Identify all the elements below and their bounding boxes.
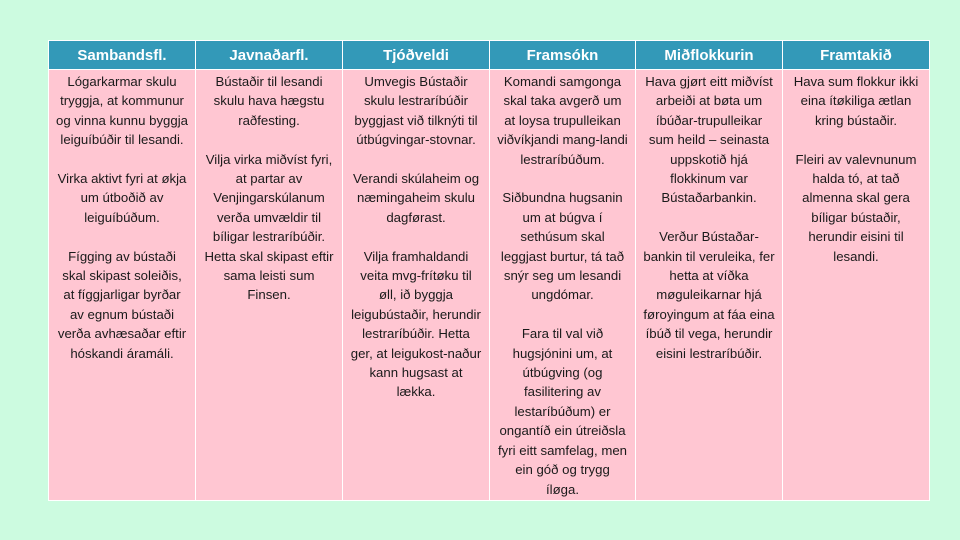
- header-row: [49, 41, 930, 70]
- paragraph: Komandi samgonga skal taka avgerð um at loysa trupulleikan viðvíkjandi mang-landi lestraríbúðum.: [497, 74, 628, 167]
- paragraph: Vilja virka miðvíst fyri, at partar av Venjingarskúlanum verða umvældir til bíligar lestraríbúðir. Hetta skal skipast eftir sama leisti sum Finsen.: [204, 151, 334, 303]
- cell-tjodveldi: [343, 70, 490, 501]
- header-tjodveldi: Tjóðveldi: [343, 41, 490, 70]
- header-sambandsfl: Sambandsfl.: [49, 41, 196, 70]
- cell-sambandsfl: [49, 70, 196, 501]
- paragraph: Hava sum flokkur ikki eina ítøkiliga ætlan kring bústaðir.: [793, 74, 919, 128]
- paragraph: Umvegis Bústaðir skulu lestraríbúðir byggjast við tilknýti til útbúgvingar-stovnar.: [354, 74, 478, 148]
- cell-midflokkurin: [636, 70, 783, 501]
- paragraph: Fígging av bústaði skal skipast soleiðis, at fíggjarligar byrðar av egnum bústaði verða avhæsaðar eftir hóskandi áramáli.: [57, 248, 187, 361]
- header-framsokn: Framsókn: [490, 41, 636, 70]
- paragraph: Fleiri av valevnunum halda tó, at tað almenna skal gera bíligar bústaðir, herundir eisini til lesandi.: [795, 151, 917, 264]
- paragraph: Verandi skúlaheim og næmingaheim skulu dagførast.: [352, 171, 480, 225]
- cell-framtakid: [783, 70, 930, 501]
- header-midflokkurin: Miðflokkurin: [636, 41, 783, 70]
- paragraph: Hava gjørt eitt miðvíst arbeiði at bøta um íbúðar-trupulleikar sum heild – seinasta uppskotið hjá flokkinum var Bústaðarbankin.: [645, 74, 773, 206]
- paragraph: Lógarkarmar skulu tryggja, at kommunur og vinna kunnu byggja leiguíbúðir til lesandi.: [56, 74, 188, 148]
- content-row: [49, 70, 930, 501]
- paragraph: Verður Bústaðar-bankin til veruleika, fer hetta at víðka møguleikarnar hjá føroyingum at fáa eina íbúð til vega, herundir eisini lestraríbúðir.: [643, 229, 775, 361]
- paragraph: Vilja framhaldandi veita mvg-frítøku til øll, ið byggja leigubústaðir, herundir lestraríbúðir. Hetta ger, at leigukost-naður kann hugsast at lækka.: [350, 248, 482, 400]
- cell-framsokn: [490, 70, 636, 501]
- paragraph: Virka aktivt fyri at økja um útboðið av leiguíbúðum.: [57, 171, 187, 225]
- paragraph: Bústaðir til lesandi skulu hava hægstu raðfesting.: [213, 74, 325, 128]
- paragraph: Siðbundna hugsanin um at búgva í sethúsum skal leggjast burtur, tá tað snýr seg um lesandi ungdómar.: [500, 190, 625, 303]
- header-javnadarfl: Javnaðarfl.: [196, 41, 343, 70]
- cell-javnadarfl: [196, 70, 343, 501]
- party-comparison-table: [48, 40, 930, 501]
- header-framtakid: Framtakið: [783, 41, 930, 70]
- paragraph: Fara til val við hugsjónini um, at útbúgving (og fasilitering av lestaríbúðum) er ongantíð ein útreiðsla fyri eitt samfelag, men ein góð og trygg íløga.: [498, 326, 627, 497]
